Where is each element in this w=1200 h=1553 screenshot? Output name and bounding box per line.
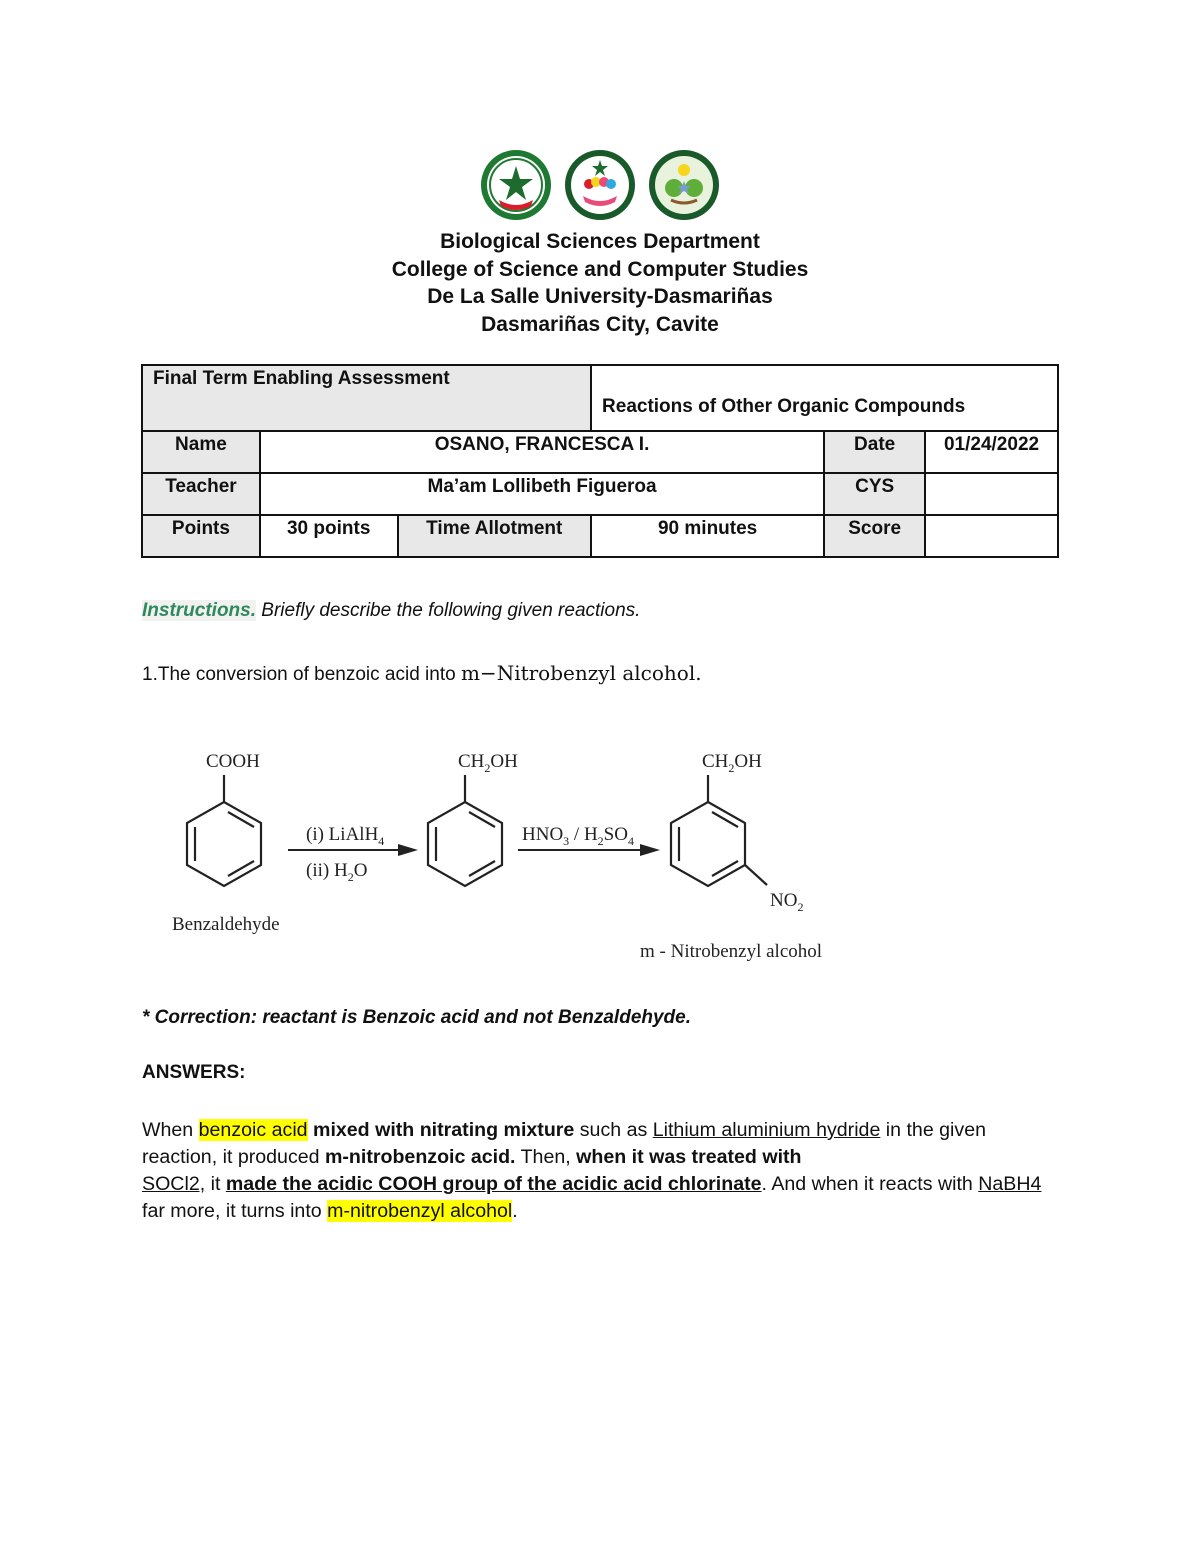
- university-seal-logo: [479, 148, 553, 222]
- teacher-value: Ma’am Lollibeth Figueroa: [260, 473, 824, 515]
- product-substituent: NO: [770, 890, 798, 911]
- product-label: m - Nitrobenzyl alcohol: [640, 941, 823, 962]
- svg-text:CH2OH: $CH_2OH$: [702, 751, 762, 775]
- product-benzene-ring: [671, 775, 767, 886]
- underlined-socl2: SOCl2,: [142, 1173, 206, 1195]
- university-address: Dasmariñas City, Cavite: [481, 312, 719, 336]
- cys-label: CYS: [824, 473, 925, 515]
- step-2-reagent: $HNO_3 / H_2SO_4$: [522, 824, 634, 848]
- svg-text:NO2: $NO_2$: [770, 890, 804, 914]
- underlined-chlorinate-statement: made the acidic COOH group of the acidic acid chlorinate: [225, 1173, 762, 1195]
- name-value: OSANO, FRANCESCA I.: [260, 431, 824, 473]
- points-label: Points: [142, 515, 260, 557]
- cys-value: [925, 473, 1058, 515]
- date-label: Date: [824, 431, 925, 473]
- intermediate-benzene-ring: [428, 775, 502, 886]
- time-allotment-value: 90 minutes: [591, 515, 824, 557]
- question-1-target: m−Nitrobenzyl alcohol.: [460, 661, 702, 685]
- logo-row: [0, 148, 1200, 222]
- assessment-type-label: Final Term Enabling Assessment: [142, 365, 591, 431]
- highlight-benzoic-acid: benzoic acid: [198, 1119, 308, 1141]
- time-allotment-label: Time Allotment: [398, 515, 592, 557]
- reaction-scheme: [160, 740, 840, 980]
- document-header: [0, 228, 1200, 338]
- highlight-m-nitrobenzyl-alcohol: m-nitrobenzyl alcohol: [327, 1200, 513, 1222]
- score-label: Score: [824, 515, 925, 557]
- answers-heading: ANSWERS:: [142, 1062, 246, 1083]
- question-1-prefix: 1.The conversion of benzoic acid into: [142, 664, 461, 685]
- question-1: [142, 661, 702, 686]
- step-1-reagent-a: (i) LiAlH: [306, 824, 379, 845]
- college-name: College of Science and Computer Studies: [391, 257, 809, 281]
- instructions: [142, 600, 640, 622]
- underlined-nabh4: NaBH4: [978, 1173, 1042, 1195]
- instructions-text: Briefly describe the following given reactions.: [256, 600, 641, 621]
- score-value: [925, 515, 1058, 557]
- points-value: 30 points: [260, 515, 398, 557]
- date-value: 01/24/2022: [925, 431, 1058, 473]
- arrow-2-icon: [640, 844, 660, 856]
- university-name: De La Salle University-Dasmariñas: [427, 285, 773, 308]
- underlined-lithium-aluminium-hydride: Lithium aluminium hydride: [652, 1119, 881, 1141]
- department-seal-logo: [647, 148, 721, 222]
- reactant-group: COOH: [206, 751, 260, 772]
- svg-text:CH2OH: $CH_2OH$: [458, 751, 518, 775]
- instructions-lead: Instructions.: [142, 600, 257, 621]
- reactant-label: Benzaldehyde: [172, 914, 280, 935]
- arrow-1-icon: [398, 844, 418, 856]
- assessment-title: Reactions of Other Organic Compounds: [591, 365, 1058, 431]
- svg-text:(ii) H2O: (ii) $H_2O$: [306, 860, 368, 884]
- name-label: Name: [142, 431, 260, 473]
- college-seal-logo: [563, 148, 637, 222]
- assessment-info-table: [141, 364, 1059, 558]
- teacher-label: Teacher: [142, 473, 260, 515]
- department-name: Biological Sciences Department: [440, 230, 760, 253]
- reactant-benzene-ring: [187, 775, 261, 886]
- answer-paragraph: When benzoic acid mixed with nitrating mixture such as Lithium aluminium hydride in the given reaction, it produced m-nitrobenzoic acid. Then, when it was treated with SOCl2, it made the acidic COOH group of the acidic acid chlorinate. And when it reacts with NaBH4 far more, it turns into m-nitrobenzyl alcohol.: [142, 1119, 1042, 1222]
- correction-note: * Correction: reactant is Benzoic acid and not Benzaldehyde.: [142, 1007, 692, 1028]
- svg-text:(i) LiAlH4: (i) LiAlH$_4$: [306, 824, 385, 848]
